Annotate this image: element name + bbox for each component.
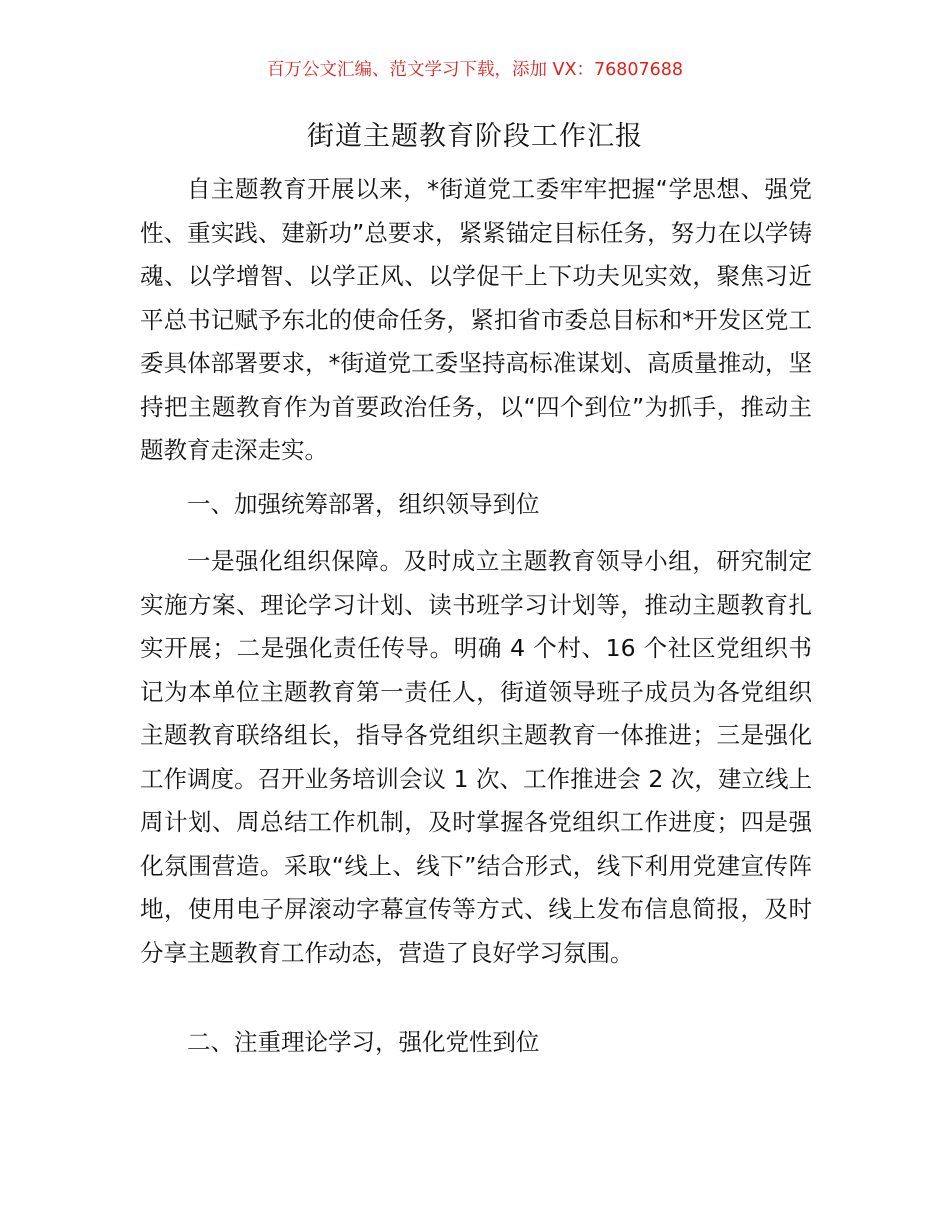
document-title: 街道主题教育阶段工作汇报 <box>307 121 643 152</box>
intro-paragraph: 自主题教育开展以来，*街道党工委牢牢把握“学思想、强党性、重实践、建新功”总要求，紧紧锚定目标任务，努力在以学铸魂、以学增智、以学正风、以学促干上下功夫见实效，聚焦习近平总书记赋予东北的使命任务，紧扣省市委总目标和*开发区党工委具体部署要求，*街道党工委坚持高标准谋划、高质量推动，坚持把主题教育作为首要政治任务，以“四个到位”为抓手，推动主题教育走深走实。 <box>140 175 812 464</box>
section-1-paragraph: 一是强化组织保障。及时成立主题教育领导小组，研究制定实施方案、理论学习计划、读书班学习计划等，推动主题教育扎实开展；二是强化责任传导。明确 4 个村、16 个社区党组织书记为本单位主题教育第一责任人，街道领导班子成员为各党组织主题教育联络组长，指导各党组织主题教育一体推进；三是强化工作调度。召开业务培训会议 1 次、工作推进会 2 次，建立线上周计划、周总结工作机制，及时掌握各党组织工作进度；四是强化氛围营造。采取“线上、线下”结合形式，线下利用党建宣传阵地，使用电子屏滚动字幕宣传等方式、线上发布信息简报，及时分享主题教育工作动态，营造了良好学习氛围。 <box>140 547 812 967</box>
promo-banner: 百万公文汇编、范文学习下载，添加 VX：76807688 <box>266 60 684 80</box>
section-heading-2: 二、注重理论学习，强化党性到位 <box>187 1028 540 1056</box>
section-heading-1: 一、加强统筹部署，组织领导到位 <box>187 490 540 518</box>
